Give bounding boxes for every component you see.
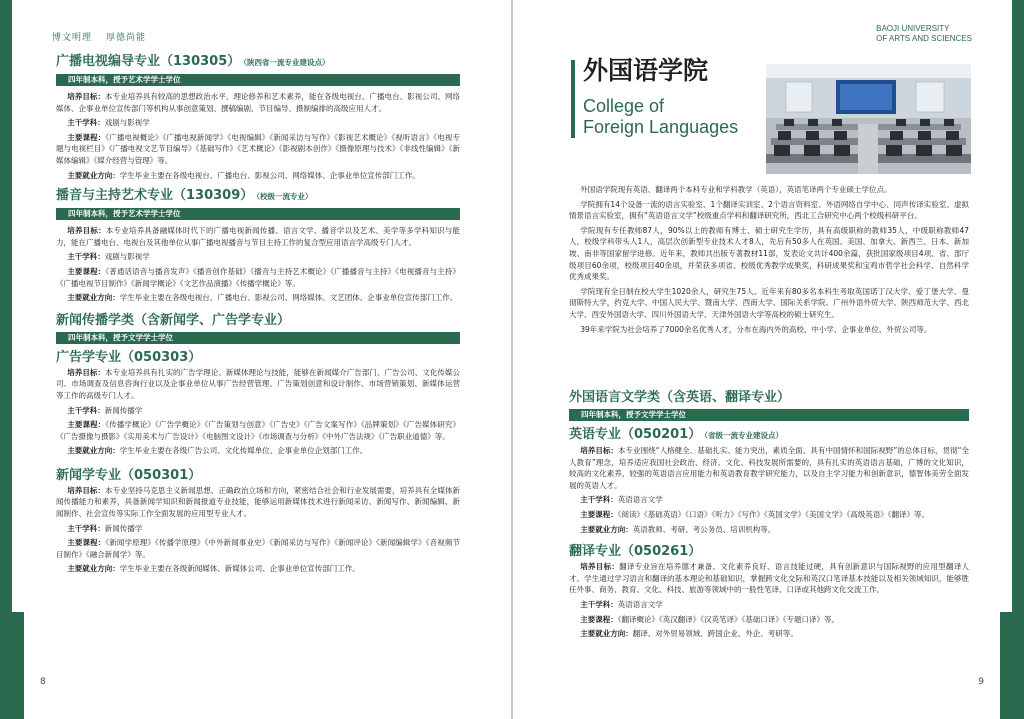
main-courses: 主要课程：《普通话语音与播音发声》《播音创作基础》《播音与主持艺术概论》《广播播音与主持》《电视播音与主持》《广播电视节目制作》《新闻学概论》《文艺作品演播》《传播学概论》等。 <box>56 266 461 288</box>
main-courses: 主要课程：《传播学概论》《广告学概论》《广告策划与创意》《广告史》《广告文案写作》《品牌策划》《广告媒体研究》《广告摄像与摄影》《实用美术与广告设计》《电脑图文设计》《市场调查与分析》《中外广告法规》《广告职业道德》等。 <box>56 420 461 441</box>
college-title-en-line-1: College of <box>583 96 665 116</box>
motto-part-2: 厚德尚能 <box>106 33 147 43</box>
career-direction: 主要就业方向：学生毕业主要在各级电视台、广播电台、影视公司、网络媒体、文艺团体、企事业单位宣传部门工作。 <box>67 293 458 303</box>
left-column <box>56 53 460 578</box>
main-courses: 主要课程：《新闻学原理》《传播学原理》《中外新闻事业史》《新闻采访与写作》《新闻评论》《新闻编辑学》《音视频节目制作》《融合新闻学》等。 <box>56 538 461 559</box>
motto-part-1: 博文明理 <box>52 33 93 43</box>
training-goal: 培养目标：本专业围绕“人格健全、基础扎实、能力突出，素质全面、具有中国情怀和国际视野”的总体目标，贯彻“全人教育”理念，培养适应我国社会政治、经济、文化、科技发展所需要的，具有扎实的英语语言基础，广博的文化知识，较高的文化素养，较强的英语语言应用能力和英语教育教学研究能力，以及自主学习能力和创新意识，德智体美劳全面发展的英语人才。 <box>569 446 969 490</box>
major-title: 广播电视编导专业（130305） （陕西省一流专业建设点） <box>56 54 330 69</box>
main-discipline: 主干学科：戏剧与影视学 <box>67 118 150 128</box>
major-title: 新闻学专业（050301） <box>56 467 202 483</box>
main-courses: 主要课程：《翻译概论》《英汉翻译》《汉英笔译》《基础口译》《专题口译》等。 <box>580 614 839 624</box>
university-name <box>876 24 972 44</box>
main-discipline: 主干学科：新闻传播学 <box>67 523 143 533</box>
university-name-line-1: BAOJI UNIVERSITY <box>876 24 950 33</box>
degree-band: 四年制本科，授予文学学士学位 <box>56 332 460 344</box>
intro-paragraph: 学院现有全日制在校大学生1020余人，研究生75人。近年来有80多名本科生考取英国诺丁汉大学、爱丁堡大学、曼彻斯特大学，约克大学、中国人民大学、暨南大学、西南大学、国际关系学院、广州外语外贸大学、陕西师范大学、西北大学、西安外国语大学、四川外国语大学、天津外国语大学等高校的硕士研究生。 <box>569 286 969 319</box>
training-goal: 培养目标：本专业培养具备融媒体时代下的广播电视新闻传播、语言文学、播音学以及艺术、美学等多学科知识与能力，能在广播电台、电视台及其他单位从事广播电视播音与节目主持工作的复合型应用语言学高级专门人才。 <box>56 226 461 247</box>
career-direction: 主要就业方向：翻译、对外贸易领域、跨国企业、外企、考研等。 <box>580 629 798 639</box>
category-title: 外国语言文学类（含英语、翻译专业） <box>569 390 791 405</box>
main-courses: 主要课程：《阅读》《基础英语》《口语》《听力》《写作》《英国文学》《美国文学》《高级英语》《翻译》等。 <box>580 509 929 519</box>
training-goal: 培养目标：翻译专业旨在培养德才兼备、文化素养良好、语言技能过硬，具有创新意识与国际视野的应用型翻译人才。学生通过学习语言和翻译的基本理论和基础知识，掌握跨文化交际和英汉口笔译基本技能以及相关领域知识，能够胜任外事、商务、教育、文化、科技、旅游等领域中的一般性笔译、口译或其他跨文化交流工作。 <box>569 562 970 595</box>
university-name-line-2: OF ARTS AND SCIENCES <box>876 34 972 43</box>
right-page <box>513 0 1024 719</box>
career-direction: 主要就业方向：学生毕业主要在各级新闻媒体、新媒体公司、企事业单位宣传部门工作。 <box>67 564 360 574</box>
left-corner-bar <box>0 612 24 719</box>
intro-paragraph: 外国语学院现有英语、翻译两个本科专业和学科教学（英语），英语笔译两个专业硕士学位点。 <box>580 185 892 194</box>
language-lab-illustration <box>766 64 971 174</box>
degree-band: 四年制本科，授予文学学士学位 <box>569 409 969 421</box>
title-accent-bar <box>571 60 575 138</box>
major-tag: （校级一流专业） <box>256 192 313 202</box>
major-title: 广告学专业（050303） <box>56 349 202 365</box>
career-direction: 主要就业方向：学生毕业主要在各级广告公司、文化传媒单位、企事业单位企划部门工作。 <box>67 446 368 456</box>
college-title-en <box>583 96 738 138</box>
major-tag: （陕西省一流专业建设点） <box>243 58 330 67</box>
degree-band: 四年制本科，授予艺术学学士学位 <box>56 74 460 86</box>
college-title-en-line-2: Foreign Languages <box>583 117 739 137</box>
major-title: 播音与主持艺术专业（130309） （校级一流专业） <box>56 188 313 204</box>
page-number: 9 <box>978 677 984 687</box>
training-goal: 培养目标：本专业培养具有较高的思想政治水平、理论修养和艺术素养，能在各级电视台、广播电台、影视公司、网络媒体、企事业单位宣传部门等机构从事创意策划、撰稿编剧、节目编导、摄制编排的高级应用人才。 <box>56 92 461 113</box>
left-page <box>0 0 511 719</box>
main-discipline: 主干学科：英语语言文学 <box>580 495 663 505</box>
intro-paragraph: 学院现有专任教师87人，90%以上的教师有博士、硕士研究生学历，具有高级职称的教师35人，中级职称教师47人，校级学科带头人1人，高层次创新型专业技术人才8人，先后有50多人在英国、美国、加拿大、新西兰、日本、新加坡、南非等国家留学进修。近年来，教师共出版专著教材11部，发表论文共计400余篇，获批国家级项目4项、省、部厅级项目60余项，校级项目40余项，并荣获多项省、校级优秀教学成果奖，科研成果奖和宝鸡市哲学社会科学、自然科学优秀成果奖。 <box>569 225 969 282</box>
intro-paragraph: 学院拥有14个设备一流的语言实验室、1个翻译实训室、2个语言资料室、外语网络自学中心、同声传译实验室、虚拟情景语言实验室，拥有“英语语言文学”校级重点学科和翻译研究所，西北工合研究中心两个校级科研平台。 <box>569 199 969 221</box>
training-goal: 培养目标：本专业坚持马克思主义新闻思想、正确政治立场和方向，紧密结合社会和行业发展需要，培养具有全媒体新闻传播能力和素养，具备新闻学知识和新闻报道专业技能，能够运用新媒体技术进行新闻采访、新闻写作、新闻编辑、新闻制作、社会宣传等实际工作全面发展的应用型专业人才。 <box>56 485 461 519</box>
right-programs <box>569 389 969 643</box>
major-title: 翻译专业（050261） <box>569 544 702 560</box>
training-goal: 培养目标：本专业培养具有扎实的广告学理论、新媒体理论与技能，能够在新闻媒介广告部门、广告公司、文化传媒公司、市场调查及信息咨询行业以及企事业单位从事广告经营管理、广告策划创意和设计制作、市场营销策划、新媒体运营等工作的高级专门人才。 <box>56 367 461 400</box>
intro-paragraph: 39年来学院为社会培养了7000余名优秀人才，分布在海内外的高校、中小学、企事业单位、外贸公司等。 <box>580 324 932 334</box>
college-title-cn: 外国语学院 <box>583 56 709 85</box>
main-discipline: 主干学科：新闻传播学 <box>67 405 143 415</box>
career-direction: 主要就业方向：学生毕业主要在各级电视台、广播电台、影视公司、网络媒体、企事业单位宣传部门工作。 <box>67 170 420 180</box>
category-title: 新闻传播学类（含新闻学、广告学专业） <box>56 312 291 328</box>
main-courses: 主要课程：《广播电视概论》《广播电视新闻学》《电视编辑》《新闻采访与写作》《影视艺术概论》《视听语言》《电视专题与电视栏目》《广播电视文艺节目编导》《基础写作》《艺术概论》《影视剧本创作》《摄像原理与技术》《非线性编辑》《新媒体编辑》《媒介经营与管理》等。 <box>56 132 461 165</box>
page-number: 8 <box>40 677 46 687</box>
school-motto <box>52 30 160 43</box>
right-corner-bar <box>1000 612 1024 719</box>
college-intro <box>569 184 969 338</box>
degree-band: 四年制本科，授予艺术学学士学位 <box>56 208 460 220</box>
major-title: 英语专业（050201） （省级一流专业建设点） <box>569 427 784 442</box>
major-tag: （省级一流专业建设点） <box>704 431 784 440</box>
career-direction: 主要就业方向：英语教师、考研、考公务员、培训机构等。 <box>580 524 776 534</box>
language-lab-photo <box>766 64 971 174</box>
main-discipline: 主干学科：戏剧与影视学 <box>67 252 150 262</box>
main-discipline: 主干学科：英语语言文学 <box>580 599 663 609</box>
